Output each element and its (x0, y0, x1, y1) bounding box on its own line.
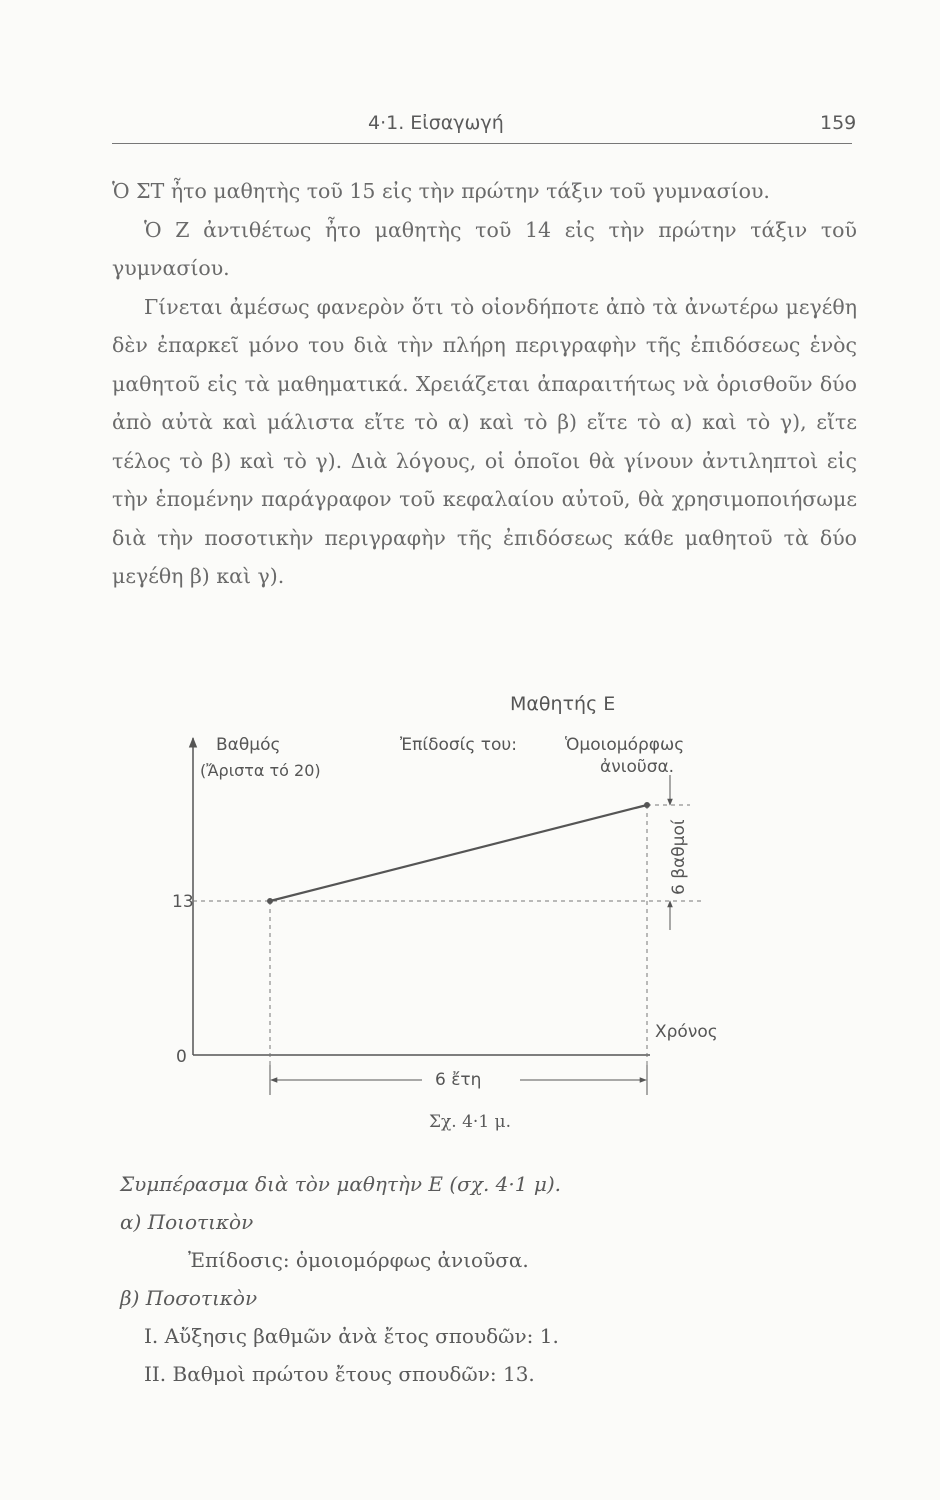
quantitative-item-1: I. Αὔξησις βαθμῶν ἀνὰ ἔτος σπουδῶν: 1. (144, 1324, 559, 1348)
paragraph: Γίνεται ἀμέσως φανερὸν ὅτι τὸ οἱονδήποτε ἀπὸ τὰ ἀνωτέρω μεγέθη δὲν ἐπαρκεῖ μόνο του διὰ τὴν πλήρη περιγραφὴν τῆς ἐπιδόσεως ἑνὸς μαθητοῦ εἰς τὰ μαθηματικά. Χρειάζεται ἀπαραιτήτως νὰ ὁρισθοῦν δύο ἀπὸ αὐτὰ καὶ μάλιστα εἴτε τὸ α) καὶ τὸ β) εἴτε τὸ α) καὶ τὸ γ), εἴτε τέλος τὸ β) καὶ τὸ γ). Διὰ λόγους, οἱ ὁποῖοι θὰ γίνουν ἀντιληπτοὶ εἰς τὴν ἑπομένην παράγραφον τοῦ κεφαλαίου αὐτοῦ, θὰ χρησιμοποιήσωμε διὰ τὴν ποσοτικὴν περιγραφὴν τῆς ἐπιδόσεως κάθε μαθητοῦ τὰ δύο μεγέθη β) καὶ γ). (112, 294, 857, 588)
qualitative-label: α) Ποιοτικὸν (120, 1210, 254, 1234)
performance-label: Ἐπίδοσίς του: (400, 735, 517, 755)
body-text (112, 172, 857, 596)
page-header (0, 112, 940, 142)
paragraph: Ὁ Ζ ἀντιθέτως ἦτο μαθητὴς τοῦ 14 εἰς τὴν πρώτην τάξιν τοῦ γυμνασίου. (112, 217, 857, 280)
performance-value-line1: Ὁμοιομόρφως (565, 735, 685, 755)
end-point (644, 802, 650, 808)
rise-label: 6 βαθμοί (669, 819, 689, 895)
paragraph: Ὁ ΣΤ ἦτο μαθητὴς τοῦ 15 εἰς τὴν πρώτην τάξιν τοῦ γυμνασίου. (112, 179, 770, 203)
conclusion-title: Συμπέρασμα διὰ τὸν μαθητὴν Ε (σχ. 4·1 μ). (120, 1172, 561, 1196)
duration-label: 6 ἔτη (435, 1070, 482, 1090)
tick-13: 13 (172, 892, 194, 912)
quantitative-label: β) Ποσοτικὸν (120, 1286, 258, 1310)
performance-value-line2: ἀνιοῦσα. (600, 757, 675, 777)
qualitative-value: Ἐπίδοσις: ὁμοιομόρφως ἀνιοῦσα. (188, 1248, 529, 1272)
tick-0: 0 (176, 1047, 187, 1067)
y-axis-label: Βαθμός (216, 735, 281, 755)
y-axis-sublabel: (Ἄριστα τό 20) (200, 761, 321, 780)
grade-growth-figure (150, 680, 770, 1110)
quantitative-item-2: II. Βαθμοὶ πρώτου ἔτους σπουδῶν: 13. (144, 1362, 535, 1386)
section-title: 4·1. Εἰσαγωγή (368, 112, 504, 134)
figure-title: Μαθητής Ε (510, 693, 616, 715)
start-point (267, 898, 273, 904)
header-rule (112, 143, 852, 144)
page-number: 159 (820, 112, 857, 134)
conclusion (120, 1165, 820, 1393)
grade-line (270, 805, 647, 901)
figure-caption: Σχ. 4·1 μ. (428, 1112, 512, 1132)
x-axis-label: Χρόνος (655, 1022, 718, 1042)
